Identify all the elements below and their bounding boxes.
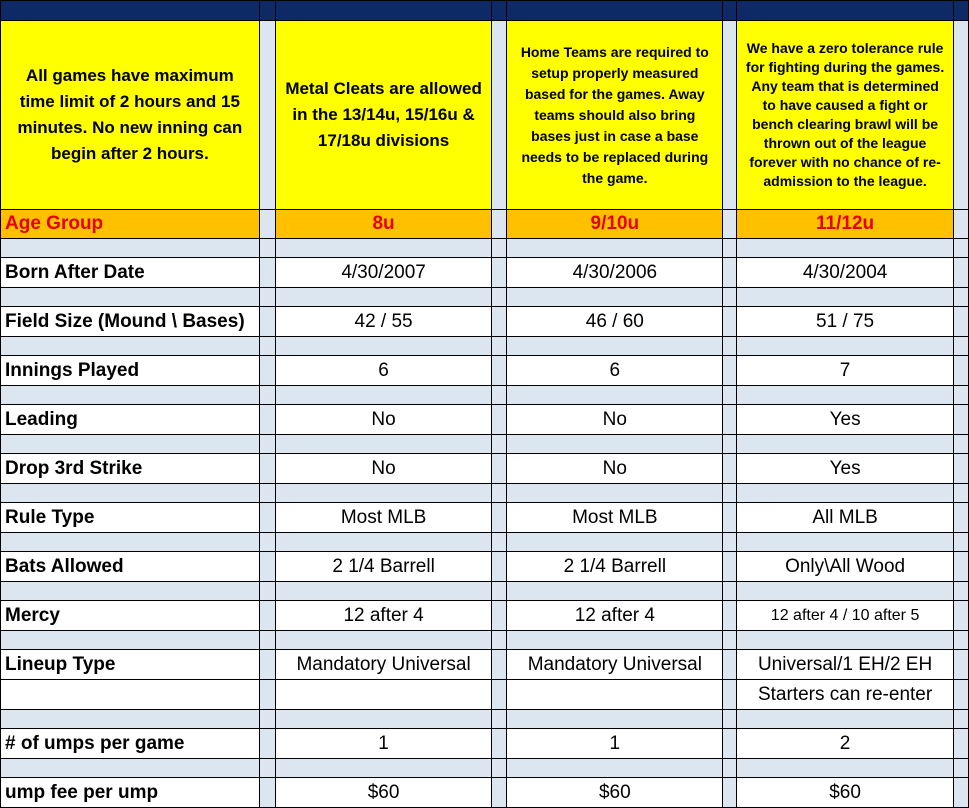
row-label: Leading [1,405,260,435]
row-label: Bats Allowed [1,552,260,582]
row-value: 12 after 4 [507,601,723,631]
note-bases: Home Teams are required to setup properly measured based for the games. Away teams should also bring bases just in case a base needs to be replaced during the game. [507,21,723,210]
row-value: 12 after 4 [275,601,492,631]
table-row [1,258,969,288]
row-label: Field Size (Mound \ Bases) [1,307,260,337]
table-row [1,356,969,386]
table-row [1,405,969,435]
row-value: 1 [507,729,723,759]
spacer-row [1,582,969,601]
row-value: 6 [507,356,723,386]
table-row [1,601,969,631]
age-group-9-10u: 9/10u [507,210,723,239]
age-group-11-12u: 11/12u [737,210,954,239]
row-value: Yes [737,405,954,435]
spacer-row [1,337,969,356]
table-row [1,503,969,533]
note-metal-cleats: Metal Cleats are allowed in the 13/14u, 15/16u & 17/18u divisions [275,21,492,210]
row-label: Born After Date [1,258,260,288]
row-value [275,680,492,710]
row-value: No [507,405,723,435]
row-value: $60 [275,778,492,808]
row-value: 6 [275,356,492,386]
row-label: Drop 3rd Strike [1,454,260,484]
row-value: 51 / 75 [737,307,954,337]
row-value: Mandatory Universal [275,650,492,680]
age-group-header-row [1,210,969,239]
row-value: Universal/1 EH/2 EH [737,650,954,680]
row-value [507,680,723,710]
row-value: 12 after 4 / 10 after 5 [737,601,954,631]
note-time-limit: All games have maximum time limit of 2 hours and 15 minutes. No new inning can begin after 2 hours. [1,21,260,210]
row-value: $60 [507,778,723,808]
row-value: Most MLB [275,503,492,533]
top-band-row [1,1,969,21]
spacer-row [1,288,969,307]
spacer-row [1,435,969,454]
spacer-row [1,239,969,258]
spacer-row [1,533,969,552]
row-value: 4/30/2006 [507,258,723,288]
row-value: Yes [737,454,954,484]
row-value: Mandatory Universal [507,650,723,680]
row-value: No [507,454,723,484]
row-value: 2 [737,729,954,759]
row-value: 1 [275,729,492,759]
table-row [1,307,969,337]
spacer-row [1,484,969,503]
row-label: Innings Played [1,356,260,386]
note-zero-tolerance: We have a zero tolerance rule for fighting during the games. Any team that is determined to have caused a fight or bench clearing brawl will be thrown out of the league forever with no chance of re-admission to the league. [737,21,954,210]
row-label: Mercy [1,601,260,631]
table-row [1,650,969,680]
notes-row [1,21,969,210]
row-value: 7 [737,356,954,386]
row-value: 4/30/2007 [275,258,492,288]
row-label: Lineup Type [1,650,260,680]
spacer-row [1,710,969,729]
age-group-label: Age Group [1,210,260,239]
table-row [1,729,969,759]
row-value: No [275,405,492,435]
row-value: Starters can re-enter [737,680,954,710]
spacer-row [1,386,969,405]
row-value: 2 1/4 Barrell [275,552,492,582]
row-label: ump fee per ump [1,778,260,808]
row-value: 2 1/4 Barrell [507,552,723,582]
table-row [1,454,969,484]
row-value: 42 / 55 [275,307,492,337]
table-row [1,552,969,582]
row-label: Rule Type [1,503,260,533]
row-value: No [275,454,492,484]
row-value: Only\All Wood [737,552,954,582]
spacer-row [1,631,969,650]
row-label [1,680,260,710]
row-value: $60 [737,778,954,808]
table-row [1,680,969,710]
spacer-row [1,759,969,778]
table-row [1,778,969,808]
row-value: All MLB [737,503,954,533]
row-value: 4/30/2004 [737,258,954,288]
row-value: Most MLB [507,503,723,533]
row-value: 46 / 60 [507,307,723,337]
age-group-8u: 8u [275,210,492,239]
row-label: # of umps per game [1,729,260,759]
